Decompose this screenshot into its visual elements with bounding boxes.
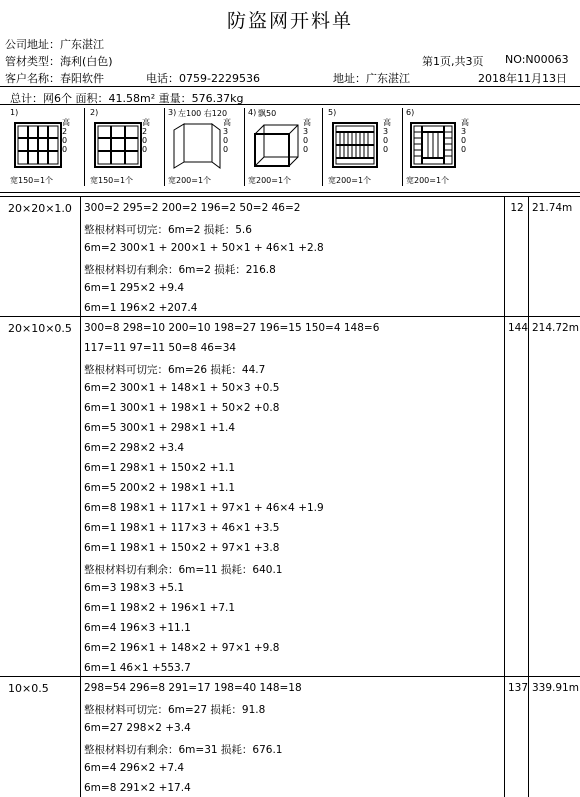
material-length: 214.72m [532, 322, 579, 334]
diagram-height: 高300 [223, 118, 231, 154]
cut-row: 6m=1 46×1 +553.7 [84, 662, 191, 674]
diagram-height: 高200 [62, 118, 70, 154]
diagram-height: 高300 [461, 118, 469, 154]
diagram-number: 4) [248, 108, 257, 117]
cut-row: 整根材料可切完：6m=26 损耗：44.7 [84, 364, 266, 376]
cut-row: 整根材料可切完：6m=2 损耗：5.6 [84, 224, 252, 236]
material-qty: 12 [510, 202, 524, 214]
cut-row: 6m=2 300×1 + 148×1 + 50×3 +0.5 [84, 382, 280, 394]
diagram-2 [88, 108, 164, 186]
cut-row: 6m=4 296×2 +7.4 [84, 762, 185, 774]
diagram-6 [404, 108, 480, 186]
table-col-divider [80, 196, 81, 797]
diagram-dims: 左100 右120 [178, 109, 228, 118]
diagram-number: 5) [328, 108, 337, 117]
summary-line: 总计：网6个 面积：41.58m² 重量：576.37kg [10, 92, 244, 105]
diagram-divider [0, 192, 580, 193]
page-info: 第1页,共3页 [422, 55, 484, 68]
material-divider [0, 316, 580, 317]
cut-row: 300=2 295=2 200=2 196=2 50=2 46=2 [84, 202, 301, 214]
material-length: 21.74m [532, 202, 573, 214]
diagram-separator [322, 108, 323, 186]
company-address: 公司地址：广东湛江 [5, 38, 104, 51]
diagram-caption: 宽200=1个 [168, 176, 212, 185]
table-top-border [0, 196, 580, 197]
diagram-number: 1) [10, 108, 19, 117]
cut-row: 整根材料切有剩余：6m=31 损耗：676.1 [84, 744, 283, 756]
material-spec: 20×10×0.5 [8, 322, 72, 335]
diagram-3 [166, 108, 242, 186]
cut-row: 300=8 298=10 200=10 198=27 196=15 150=4 148=6 [84, 322, 380, 334]
material-divider [0, 676, 580, 677]
diagram-number: 3) [168, 108, 177, 117]
cut-row: 6m=2 298×2 +3.4 [84, 442, 185, 454]
page-title: 防盗网开料单 [226, 10, 353, 32]
diagram-height: 高300 [383, 118, 391, 154]
material-length: 339.91m [532, 682, 579, 694]
document-number: NO:N00063 [505, 53, 569, 66]
cut-row: 6m=1 295×2 +9.4 [84, 282, 185, 294]
diagram-caption: 宽150=1个 [10, 176, 54, 185]
diagram-caption: 宽200=1个 [248, 176, 292, 185]
customer-name: 客户名称：春阳软件 [5, 72, 104, 85]
cut-row: 6m=3 198×3 +5.1 [84, 582, 185, 594]
diagram-separator [402, 108, 403, 186]
material-type: 管材类型：海利(白色) [5, 55, 113, 68]
cut-row: 6m=1 198×2 + 196×1 +7.1 [84, 602, 236, 614]
material-qty: 137 [508, 682, 529, 694]
cut-row: 6m=5 200×2 + 198×1 +1.1 [84, 482, 236, 494]
header-divider [0, 86, 580, 87]
diagram-height: 高300 [303, 118, 311, 154]
cut-row: 6m=5 300×1 + 298×1 +1.4 [84, 422, 236, 434]
diagram-caption: 宽200=1个 [328, 176, 372, 185]
material-qty: 144 [508, 322, 529, 334]
diagram-dims: 飘50 [258, 109, 277, 118]
diagram-number: 6) [406, 108, 415, 117]
diagram-caption: 宽150=1个 [90, 176, 134, 185]
cut-row: 6m=1 300×1 + 198×1 + 50×2 +0.8 [84, 402, 280, 414]
phone: 电话：0759-2229536 [146, 72, 260, 85]
diagram-1 [8, 108, 84, 186]
diagram-separator [84, 108, 85, 186]
table-col-divider [504, 196, 505, 797]
cut-row: 6m=1 198×1 + 150×2 + 97×1 +3.8 [84, 542, 280, 554]
cut-row: 整根材料可切完：6m=27 损耗：91.8 [84, 704, 266, 716]
diagram-4 [246, 108, 322, 186]
cut-row: 6m=4 196×3 +11.1 [84, 622, 191, 634]
cut-row: 6m=1 196×2 +207.4 [84, 302, 198, 314]
cut-row: 6m=1 198×1 + 117×3 + 46×1 +3.5 [84, 522, 280, 534]
cut-row: 整根材料切有剩余：6m=2 损耗：216.8 [84, 264, 276, 276]
table-col-divider [528, 196, 529, 797]
cut-row: 整根材料切有剩余：6m=11 损耗：640.1 [84, 564, 283, 576]
diagram-number: 2) [90, 108, 99, 117]
date: 2018年11月13日 [478, 72, 567, 85]
cut-row: 117=11 97=11 50=8 46=34 [84, 342, 237, 354]
diagram-separator [164, 108, 165, 186]
cut-row: 6m=8 198×1 + 117×1 + 97×1 + 46×4 +1.9 [84, 502, 324, 514]
diagram-5 [326, 108, 402, 186]
diagram-height: 高200 [142, 118, 150, 154]
cut-row: 6m=8 291×2 +17.4 [84, 782, 191, 794]
cut-row: 6m=2 196×1 + 148×2 + 97×1 +9.8 [84, 642, 280, 654]
address: 地址：广东湛江 [333, 72, 410, 85]
cut-row: 6m=1 298×1 + 150×2 +1.1 [84, 462, 236, 474]
cut-row: 6m=27 298×2 +3.4 [84, 722, 191, 734]
diagram-caption: 宽200=1个 [406, 176, 450, 185]
cut-row: 298=54 296=8 291=17 198=40 148=18 [84, 682, 302, 694]
summary-divider [0, 104, 580, 105]
material-spec: 10×0.5 [8, 682, 49, 695]
material-spec: 20×20×1.0 [8, 202, 72, 215]
diagram-separator [244, 108, 245, 186]
cut-row: 6m=2 300×1 + 200×1 + 50×1 + 46×1 +2.8 [84, 242, 324, 254]
